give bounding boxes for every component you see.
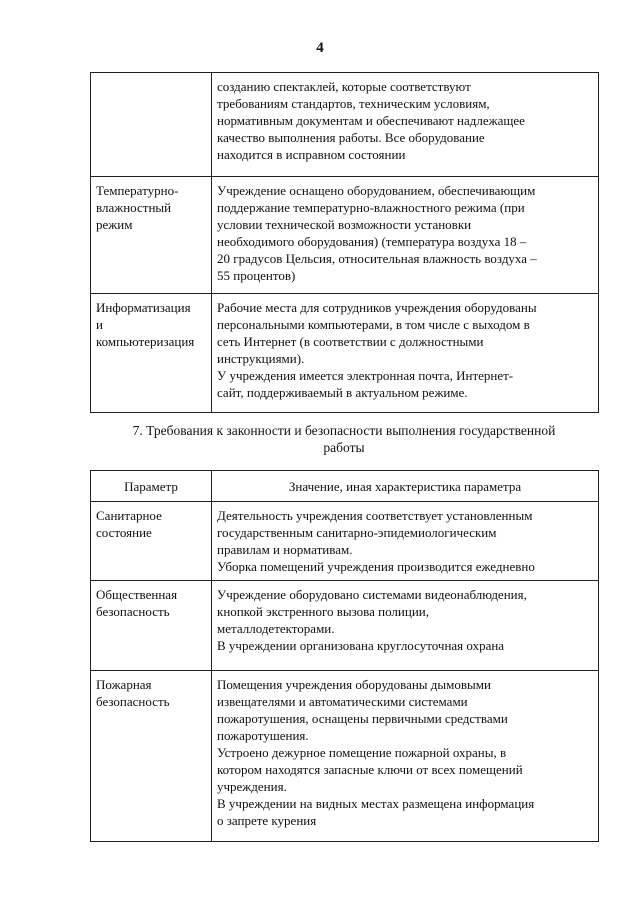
value-line: персональными компьютерами, в том числе с выходом в (217, 317, 530, 332)
value-line: о запрете курения (217, 813, 317, 828)
value-line: государственным санитарно-эпидемиологическим (217, 525, 497, 540)
value-line: созданию спектаклей, которые соответствуют (217, 79, 471, 94)
table-row (91, 177, 599, 294)
parameter-line: режим (96, 217, 133, 232)
parameter-cell (91, 671, 212, 842)
parameter-line: Температурно- (96, 183, 179, 198)
parameter-cell (91, 294, 212, 413)
parameter-line: компьютеризация (96, 334, 195, 349)
value-line: В учреждении на видных местах размещена информация (217, 796, 535, 811)
value-line: поддержание температурно-влажностного режима (при (217, 200, 525, 215)
parameter-cell (91, 502, 212, 581)
value-line: качество выполнения работы. Все оборудование (217, 130, 485, 145)
parameter-line: безопасность (96, 604, 170, 619)
parameter-line: безопасность (96, 694, 170, 709)
value-line: пожаротушения, оснащены первичными средствами (217, 711, 508, 726)
value-line: сеть Интернет (в соответствии с должностными (217, 334, 484, 349)
section-title-line: работы (323, 440, 365, 455)
value-line: 55 процентов) (217, 268, 296, 283)
legality-safety-table (90, 470, 599, 842)
section-title (100, 422, 588, 456)
table-row (91, 671, 599, 842)
value-line: нормативным документам и обеспечивают надлежащее (217, 113, 525, 128)
parameter-line: и (96, 317, 103, 332)
value-line: сайт, поддерживаемый в актуальном режиме. (217, 385, 468, 400)
value-line: Устроено дежурное помещение пожарной охраны, в (217, 745, 507, 760)
value-line: учреждения. (217, 779, 287, 794)
parameter-line: Санитарное (96, 508, 162, 523)
value-line: котором находятся запасные ключи от всех помещений (217, 762, 523, 777)
table-row (91, 294, 599, 413)
section-title-line: 7. Требования к законности и безопасности выполнения государственной (132, 423, 556, 438)
page-number: 4 (316, 40, 324, 56)
value-cell (212, 502, 599, 581)
value-line: У учреждения имеется электронная почта, Интернет- (217, 368, 514, 383)
value-line: извещателями и автоматическими системами (217, 694, 468, 709)
value-line: Деятельность учреждения соответствует установленным (217, 508, 533, 523)
value-line: 20 градусов Цельсия, относительная влажность воздуха – (217, 251, 537, 266)
value-line: требованиям стандартов, техническим условиям, (217, 96, 490, 111)
value-line: инструкциями). (217, 351, 305, 366)
parameter-line: влажностный (96, 200, 172, 215)
parameter-line: Общественная (96, 587, 178, 602)
table-row (91, 73, 599, 177)
value-line: кнопкой экстренного вызова полиции, (217, 604, 429, 619)
value-line: Учреждение оснащено оборудованием, обеспечивающим (217, 183, 536, 198)
requirements-table-continued (90, 72, 599, 413)
parameter-cell (91, 581, 212, 671)
value-line: В учреждении организована круглосуточная охрана (217, 638, 505, 653)
table-row (91, 581, 599, 671)
value-line: находится в исправном состоянии (217, 147, 406, 162)
value-line: пожаротушения. (217, 728, 309, 743)
value-line: правилам и нормативам. (217, 542, 353, 557)
value-cell (212, 671, 599, 842)
value-cell (212, 581, 599, 671)
value-line: Рабочие места для сотрудников учреждения оборудованы (217, 300, 537, 315)
value-line: Помещения учреждения оборудованы дымовыми (217, 677, 491, 692)
value-line: Уборка помещений учреждения производится ежедневно (217, 559, 535, 574)
parameter-line: Информатизация (96, 300, 191, 315)
column-header-value: Значение, иная характеристика параметра (212, 471, 599, 502)
parameter-cell (91, 73, 212, 177)
table-row (91, 502, 599, 581)
value-cell (212, 73, 599, 177)
parameter-line: состояние (96, 525, 152, 540)
value-cell (212, 177, 599, 294)
parameter-cell (91, 177, 212, 294)
column-header-parameter: Параметр (91, 471, 212, 502)
table-header-row (91, 471, 599, 502)
parameter-line: Пожарная (96, 677, 152, 692)
value-line: Учреждение оборудовано системами видеонаблюдения, (217, 587, 527, 602)
value-line: необходимого оборудования) (температура воздуха 18 – (217, 234, 527, 249)
value-line: металлодетекторами. (217, 621, 335, 636)
value-line: условии технической возможности установки (217, 217, 472, 232)
value-cell (212, 294, 599, 413)
